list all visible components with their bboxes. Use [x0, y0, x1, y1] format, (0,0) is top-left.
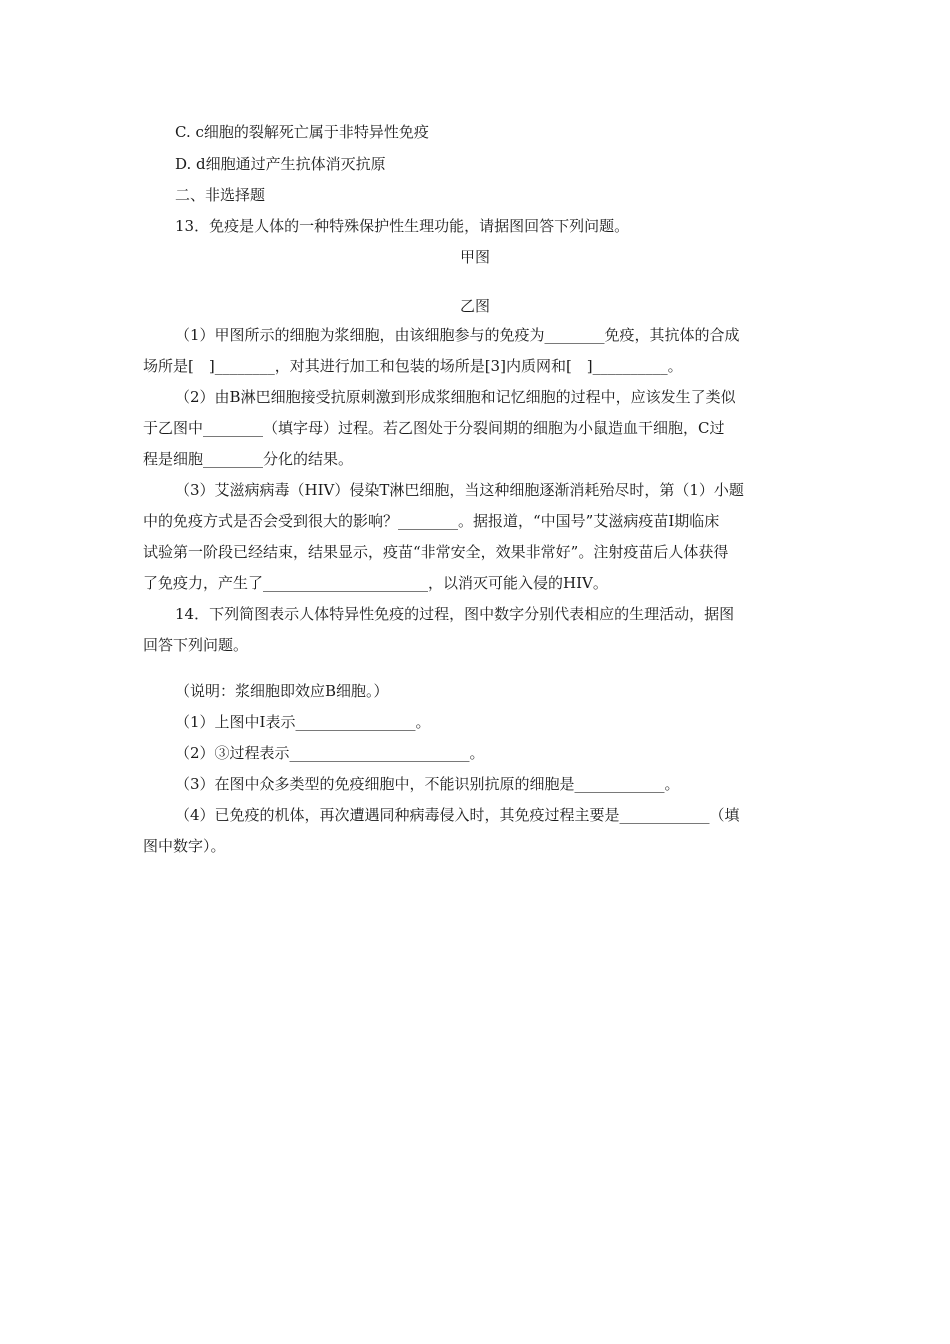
- q13-part2-line2: 于乙图中________（填字母）过程。若乙图处于分裂间期的细胞为小鼠造血干细胞，C过: [143, 419, 725, 437]
- q13-part3-line4: 了免疫力，产生了______________________，以消灭可能入侵的HIV。: [143, 574, 608, 592]
- q13-part1-line2: 场所是[ ]________，对其进行加工和包装的场所是[3]内质网和[ ]__________。: [143, 357, 683, 375]
- q14-stem-line1: 14．下列简图表示人体特异性免疫的过程，图中数字分别代表相应的生理活动，据图: [175, 605, 735, 623]
- q14-part2: （2）③过程表示________________________。: [175, 744, 485, 762]
- q13-part3-line3: 试验第一阶段已经结束，结果显示，疫苗“非常安全，效果非常好”。注射疫苗后人体获得: [143, 543, 729, 561]
- q13-part1-line1: （1）甲图所示的细胞为浆细胞，由该细胞参与的免疫为________免疫，其抗体的合成: [175, 326, 740, 344]
- q14-note: （说明：浆细胞即效应B细胞。）: [175, 682, 389, 700]
- option-c: C. c细胞的裂解死亡属于非特异性免疫: [175, 123, 429, 141]
- option-d: D. d细胞通过产生抗体消灭抗原: [175, 155, 386, 173]
- q14-part4-line1: （4）已免疫的机体，再次遭遇同种病毒侵入时，其免疫过程主要是____________（填: [175, 806, 740, 824]
- q13-part3-line2: 中的免疫方式是否会受到很大的影响？________。据报道，“中国号”艾滋病疫苗Ⅰ期临床: [143, 512, 720, 530]
- section-title: 二、非选择题: [175, 186, 266, 204]
- q14-part1: （1）上图中Ⅰ表示________________。: [175, 713, 431, 731]
- q13-part2-line1: （2）由B淋巴细胞接受抗原刺激到形成浆细胞和记忆细胞的过程中，应该发生了类似: [175, 388, 736, 406]
- figure-jia-caption: 甲图: [459, 248, 490, 266]
- q14-part4-line2: 图中数字）。: [143, 837, 226, 855]
- q13-stem: 13．免疫是人体的一种特殊保护性生理功能，请据图回答下列问题。: [175, 217, 630, 235]
- figure-yi-caption: 乙图: [459, 297, 490, 315]
- q14-stem-line2: 回答下列问题。: [143, 636, 249, 654]
- q14-part3: （3）在图中众多类型的免疫细胞中，不能识别抗原的细胞是____________。: [175, 775, 680, 793]
- q13-part3-line1: （3）艾滋病病毒（HIV）侵染T淋巴细胞，当这种细胞逐渐消耗殆尽时，第（1）小题: [175, 481, 744, 499]
- q13-part2-line3: 程是细胞________分化的结果。: [143, 450, 354, 468]
